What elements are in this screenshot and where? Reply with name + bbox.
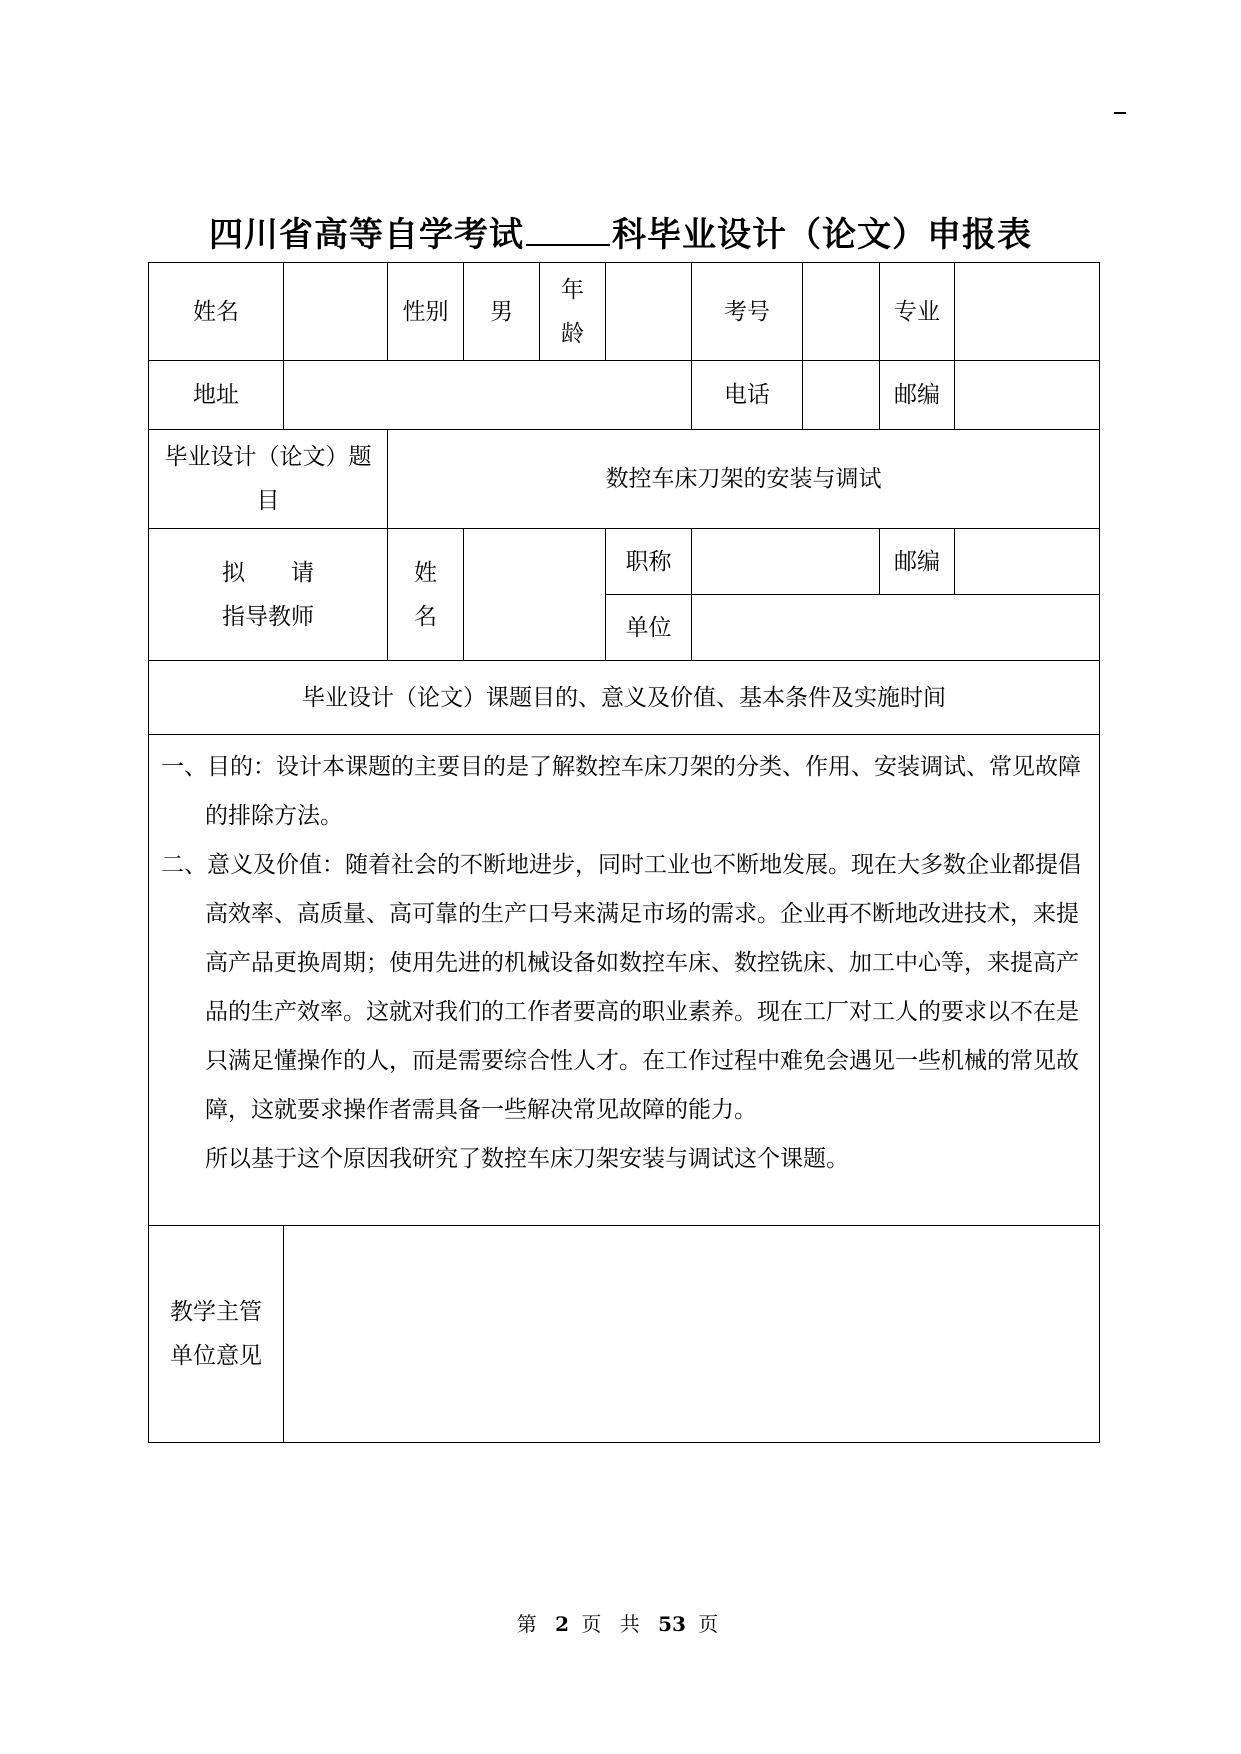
advisor-name-label-2: 名 — [414, 603, 437, 630]
phone-field[interactable] — [803, 361, 880, 430]
age-label — [540, 263, 606, 361]
unit-field[interactable] — [692, 595, 1100, 661]
phone-label: 电话 — [692, 361, 803, 430]
major-label: 专业 — [880, 263, 955, 361]
address-field[interactable] — [284, 361, 692, 430]
opinion-label-1: 教学主管 — [170, 1299, 262, 1325]
topic-label — [149, 430, 388, 529]
advisor-name-label-1: 姓 — [414, 559, 437, 586]
page-footer — [0, 1608, 1241, 1637]
content-significance: 二、意义及价值：随着社会的不断地进步，同时工业也不断地发展。现在大多数企业都提倡高效率、高质量、高可靠的生产口号来满足市场的需求。企业再不断地改进技术，来提高产品更换周期；使用先进的机械设备如数控车床、数控铣床、加工中心等，来提高产品的生产效率。这就对我们的工作者要高的职业素养。现在工厂对工人的要求以不在是只满足懂操作的人，而是需要综合性人才。在工作过程中难免会遇见一些机械的常见故障，这就要求操作者需具备一些解决常见故障的能力。 — [161, 852, 1081, 1123]
topic-label-1: 毕业设计（论文）题 — [164, 444, 372, 470]
advisor-label-1: 拟 请 — [222, 559, 314, 586]
footer-middle: 页 共 — [581, 1612, 646, 1636]
row-content — [149, 735, 1100, 1226]
footer-suffix: 页 — [698, 1612, 725, 1636]
topic-label-2: 目 — [256, 488, 280, 514]
name-field[interactable] — [284, 263, 388, 361]
row-opinion — [149, 1226, 1100, 1443]
row-contact — [149, 361, 1100, 430]
row-topic — [149, 430, 1100, 529]
postcode-label: 邮编 — [880, 361, 955, 430]
unit-label: 单位 — [606, 595, 692, 661]
age-field[interactable] — [606, 263, 692, 361]
section-heading: 毕业设计（论文）课题目的、意义及价值、基本条件及实施时间 — [149, 661, 1100, 735]
application-form-table — [148, 262, 1100, 1443]
content-purpose: 一、目的：设计本课题的主要目的是了解数控车床刀架的分类、作用、安装调试、常见故障的排除方法。 — [161, 754, 1081, 829]
age-label-2: 龄 — [561, 320, 584, 347]
title-prefix: 四川省高等自学考试 — [209, 215, 524, 255]
footer-page-number: 2 — [555, 1612, 569, 1636]
gender-label: 性别 — [388, 263, 464, 361]
address-label: 地址 — [149, 361, 284, 430]
title-suffix: 科毕业设计（论文）申报表 — [612, 215, 1032, 255]
gender-value[interactable]: 男 — [464, 263, 540, 361]
exam-no-field[interactable] — [803, 263, 880, 361]
advisor-name-label — [388, 529, 464, 661]
age-label-1: 年 — [561, 276, 584, 303]
advisor-name-field[interactable] — [464, 529, 606, 661]
opinion-field[interactable] — [284, 1226, 1100, 1443]
advisor-label — [149, 529, 388, 661]
footer-prefix: 第 — [516, 1612, 543, 1636]
row-advisor-1 — [149, 529, 1100, 595]
postcode-field[interactable] — [955, 361, 1100, 430]
row-section-heading — [149, 661, 1100, 735]
advisor-postcode-label: 邮编 — [880, 529, 955, 595]
professional-title-label: 职称 — [606, 529, 692, 595]
footer-total-pages: 53 — [658, 1612, 686, 1636]
major-field[interactable] — [955, 263, 1100, 361]
opinion-label-2: 单位意见 — [170, 1343, 262, 1369]
content-cell[interactable] — [149, 735, 1100, 1226]
row-basic-info — [149, 263, 1100, 361]
content-conclusion: 所以基于这个原因我研究了数控车床刀架安装与调试这个课题。 — [205, 1146, 849, 1172]
title-blank — [526, 214, 610, 246]
corner-mark — [1114, 112, 1126, 114]
topic-value[interactable]: 数控车床刀架的安装与调试 — [388, 430, 1100, 529]
exam-no-label: 考号 — [692, 263, 803, 361]
advisor-label-2: 指导教师 — [222, 603, 314, 630]
professional-title-field[interactable] — [692, 529, 880, 595]
name-label: 姓名 — [149, 263, 284, 361]
page-title — [0, 207, 1241, 256]
advisor-postcode-field[interactable] — [955, 529, 1100, 595]
opinion-label — [149, 1226, 284, 1443]
